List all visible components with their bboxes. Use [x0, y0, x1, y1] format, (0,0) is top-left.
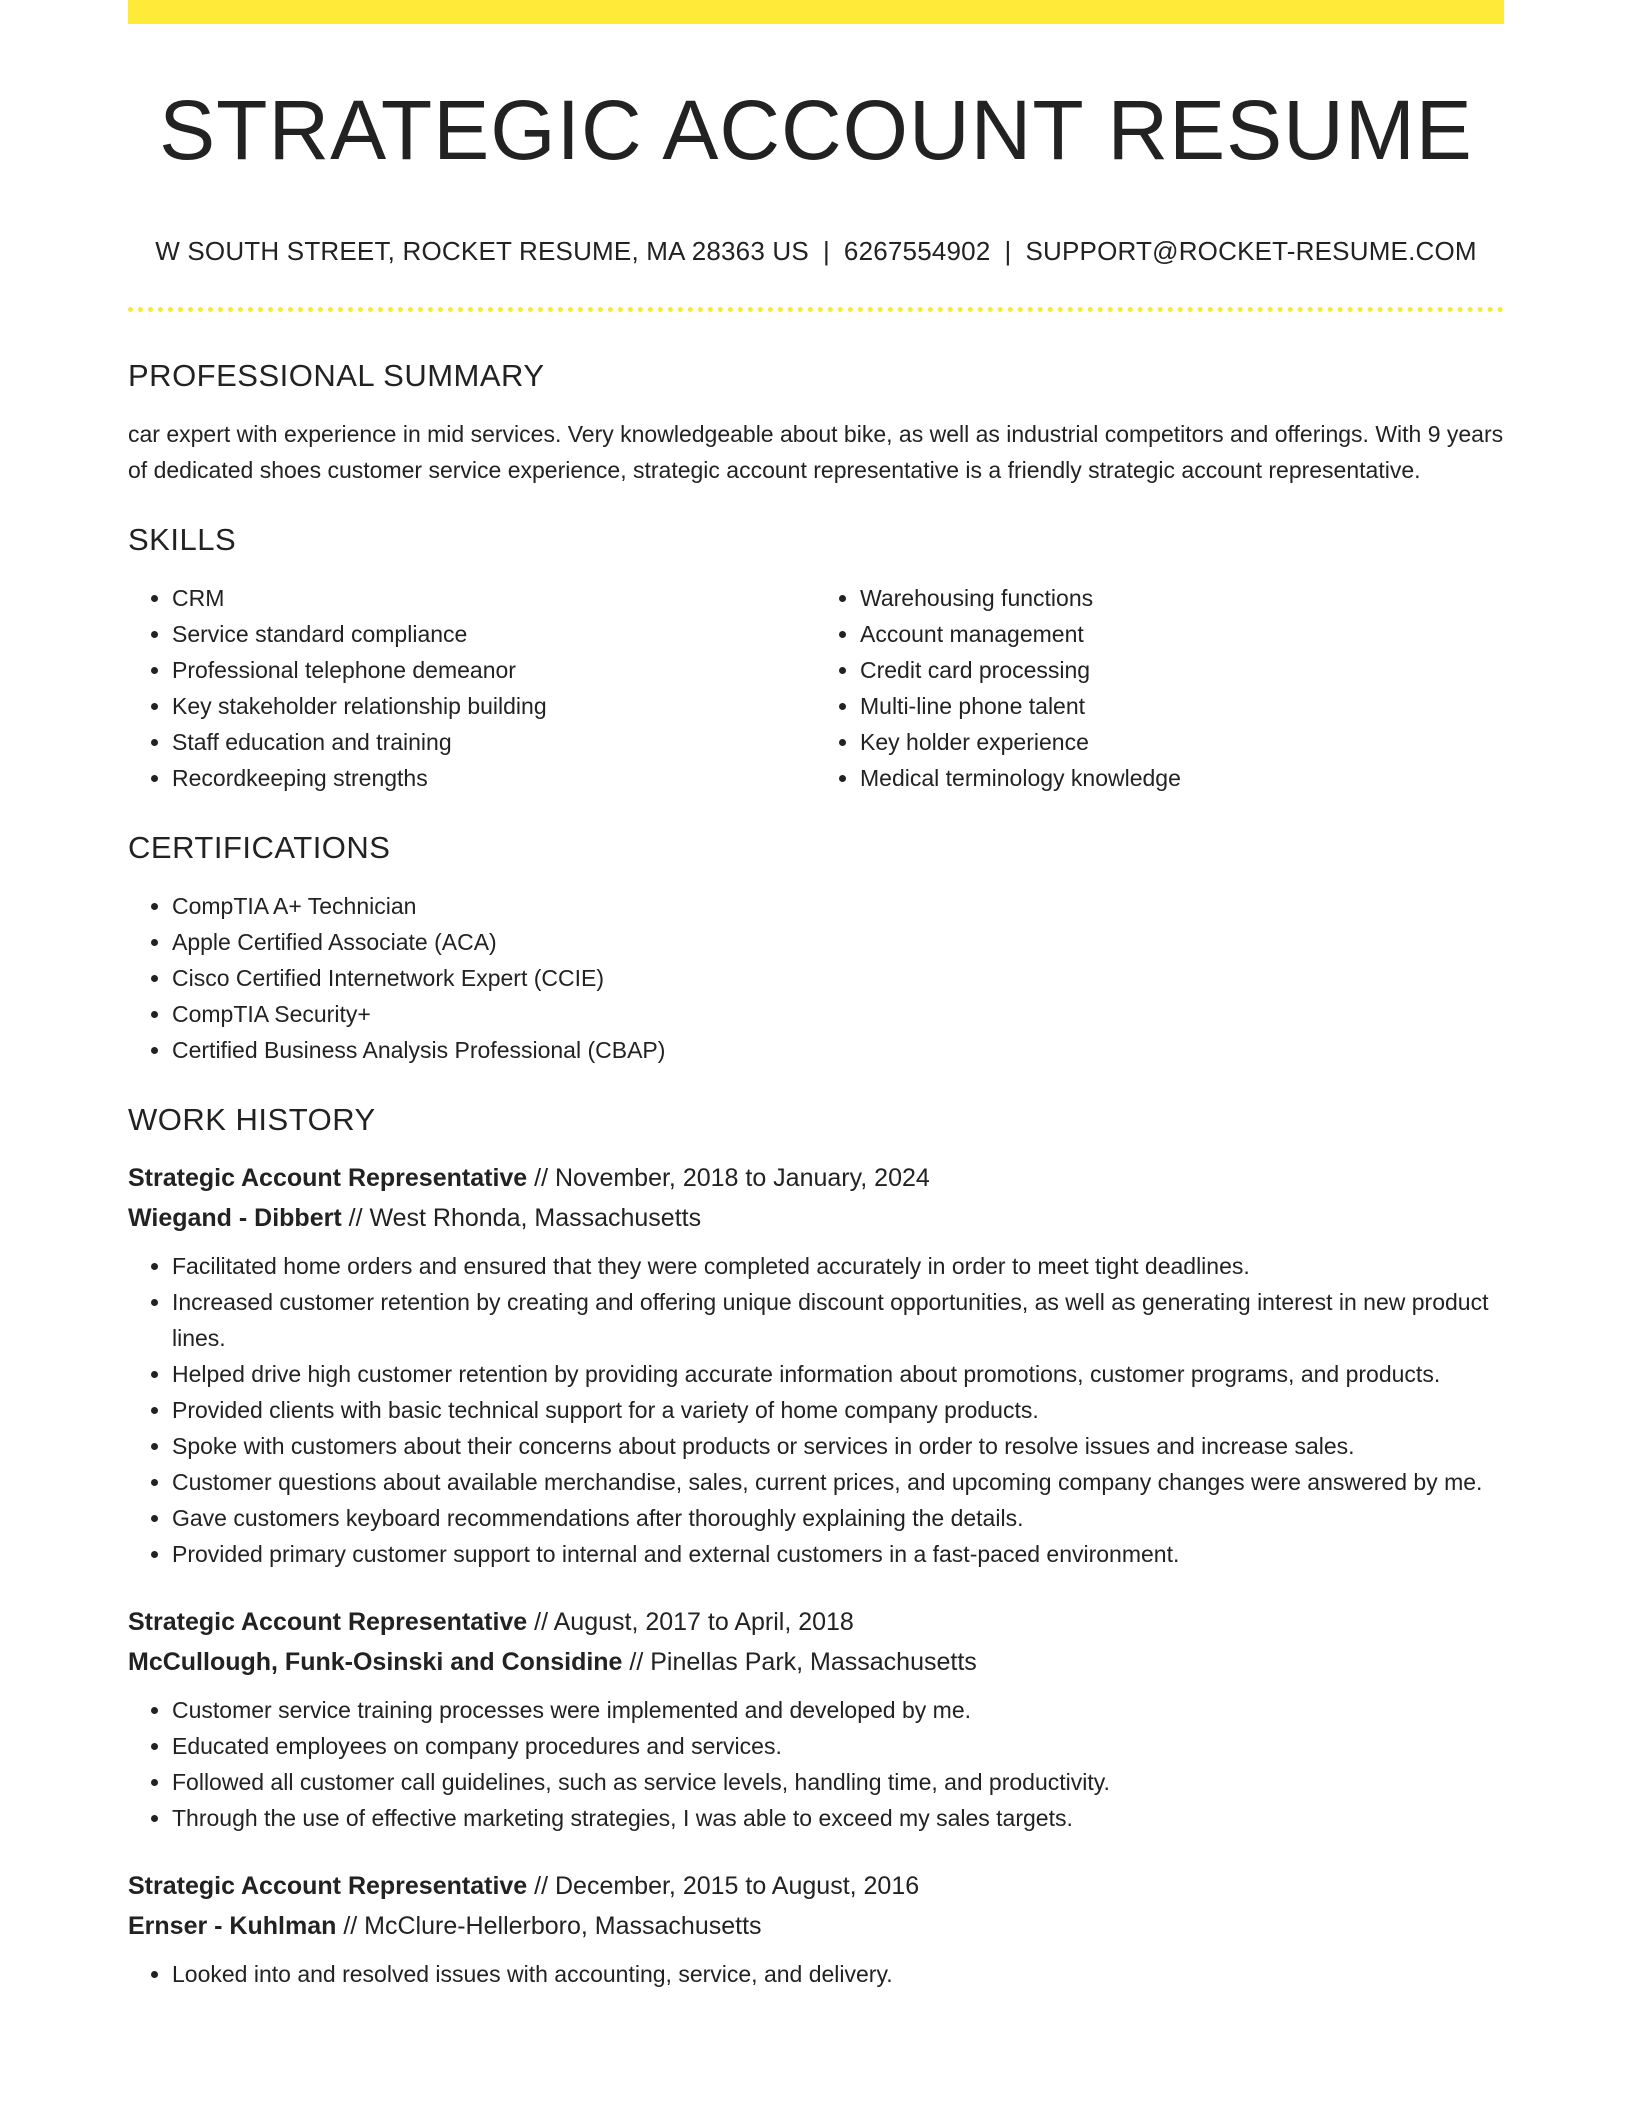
header-divider [128, 307, 1504, 312]
skill-item: • CRM [172, 580, 816, 616]
job-title-line [128, 1602, 1504, 1642]
contact-separator: | [1004, 236, 1012, 267]
certification-item: • Certified Business Analysis Professional (CBAP) [172, 1032, 1504, 1068]
job-company-line [128, 1198, 1504, 1238]
job-location: // West Rhonda, Massachusetts [348, 1204, 702, 1233]
job-bullet: • Customer service training processes were implemented and developed by me. [172, 1692, 1504, 1728]
skill-item: • Credit card processing [860, 652, 1504, 688]
skill-item: • Medical terminology knowledge [860, 760, 1504, 796]
job-bullets [128, 1248, 1504, 1572]
job-title-line [128, 1866, 1504, 1906]
job-location: // McClure-Hellerboro, Massachusetts [343, 1912, 762, 1941]
job-company: Ernser - Kuhlman [128, 1912, 337, 1941]
skills-list-right [816, 580, 1504, 796]
job-bullet: • Provided primary customer support to internal and external customers in a fast-paced environment. [172, 1536, 1504, 1572]
job-title: Strategic Account Representative [128, 1872, 528, 1901]
job-bullet: • Increased customer retention by creating and offering unique discount opportunities, as well as generating interest in new product lines. [172, 1284, 1504, 1356]
work-history-heading: WORK HISTORY [128, 1102, 376, 1138]
skill-item: • Professional telephone demeanor [172, 652, 816, 688]
certifications-list [128, 888, 1504, 1068]
job-bullet: • Provided clients with basic technical support for a variety of home company products. [172, 1392, 1504, 1428]
skill-item: • Account management [860, 616, 1504, 652]
job-bullet: • Followed all customer call guidelines, such as service levels, handling time, and productivity. [172, 1764, 1504, 1800]
job-bullet: • Spoke with customers about their concerns about products or services in order to resolve issues and increase sales. [172, 1428, 1504, 1464]
job-dates: // August, 2017 to April, 2018 [534, 1608, 854, 1637]
job-title: Strategic Account Representative [128, 1164, 528, 1193]
contact-separator: | [822, 236, 830, 267]
certification-item: • CompTIA Security+ [172, 996, 1504, 1032]
address: W SOUTH STREET, ROCKET RESUME, MA 28363 US [155, 236, 809, 267]
skill-item: • Staff education and training [172, 724, 816, 760]
skill-item: • Service standard compliance [172, 616, 816, 652]
certification-item: • Apple Certified Associate (ACA) [172, 924, 1504, 960]
job-title-line [128, 1158, 1504, 1198]
skills-list-left [128, 580, 816, 796]
resume-title: STRATEGIC ACCOUNT RESUME [159, 83, 1473, 177]
job-dates: // November, 2018 to January, 2024 [534, 1164, 930, 1193]
job-bullet: • Looked into and resolved issues with accounting, service, and delivery. [172, 1956, 1504, 1992]
job-bullet: • Customer questions about available merchandise, sales, current prices, and upcoming company changes were answered by me. [172, 1464, 1504, 1500]
certification-item: • CompTIA A+ Technician [172, 888, 1504, 924]
job-company: McCullough, Funk-Osinski and Considine [128, 1648, 623, 1677]
job-company-line [128, 1906, 1504, 1946]
job-bullet: • Educated employees on company procedures and services. [172, 1728, 1504, 1764]
job-bullet: • Helped drive high customer retention by providing accurate information about promotions, customer programs, and products. [172, 1356, 1504, 1392]
certifications-heading: CERTIFICATIONS [128, 830, 391, 866]
skill-item: • Warehousing functions [860, 580, 1504, 616]
top-accent-bar [128, 0, 1504, 24]
contact-line [128, 236, 1504, 267]
job-bullet: • Through the use of effective marketing strategies, I was able to exceed my sales targets. [172, 1800, 1504, 1836]
job-bullet: • Facilitated home orders and ensured that they were completed accurately in order to meet tight deadlines. [172, 1248, 1504, 1284]
skill-item: • Recordkeeping strengths [172, 760, 816, 796]
skill-item: • Key holder experience [860, 724, 1504, 760]
resume-page [128, 0, 1504, 1992]
job-company-line [128, 1642, 1504, 1682]
skill-item: • Key stakeholder relationship building [172, 688, 816, 724]
job-title: Strategic Account Representative [128, 1608, 528, 1637]
job-dates: // December, 2015 to August, 2016 [534, 1872, 920, 1901]
job-location: // Pinellas Park, Massachusetts [629, 1648, 977, 1677]
skills-columns [128, 558, 1504, 796]
phone: 6267554902 [843, 236, 991, 267]
skill-item: • Multi-line phone talent [860, 688, 1504, 724]
job-bullets [128, 1692, 1504, 1836]
skills-heading: SKILLS [128, 522, 237, 558]
summary-heading: PROFESSIONAL SUMMARY [128, 358, 545, 394]
job-entry [128, 1602, 1504, 1836]
email: SUPPORT@ROCKET-RESUME.COM [1025, 236, 1477, 267]
job-entry [128, 1866, 1504, 1992]
job-bullets [128, 1956, 1504, 1992]
job-company: Wiegand - Dibbert [128, 1204, 342, 1233]
summary-text: car expert with experience in mid services. Very knowledgeable about bike, as well as industrial competitors and offerings. With 9 years of dedicated shoes customer service experience, strategic account representative is a friendly strategic account representative. [128, 421, 1504, 484]
job-bullet: • Gave customers keyboard recommendations after thoroughly explaining the details. [172, 1500, 1504, 1536]
job-entry [128, 1158, 1504, 1572]
certification-item: • Cisco Certified Internetwork Expert (CCIE) [172, 960, 1504, 996]
